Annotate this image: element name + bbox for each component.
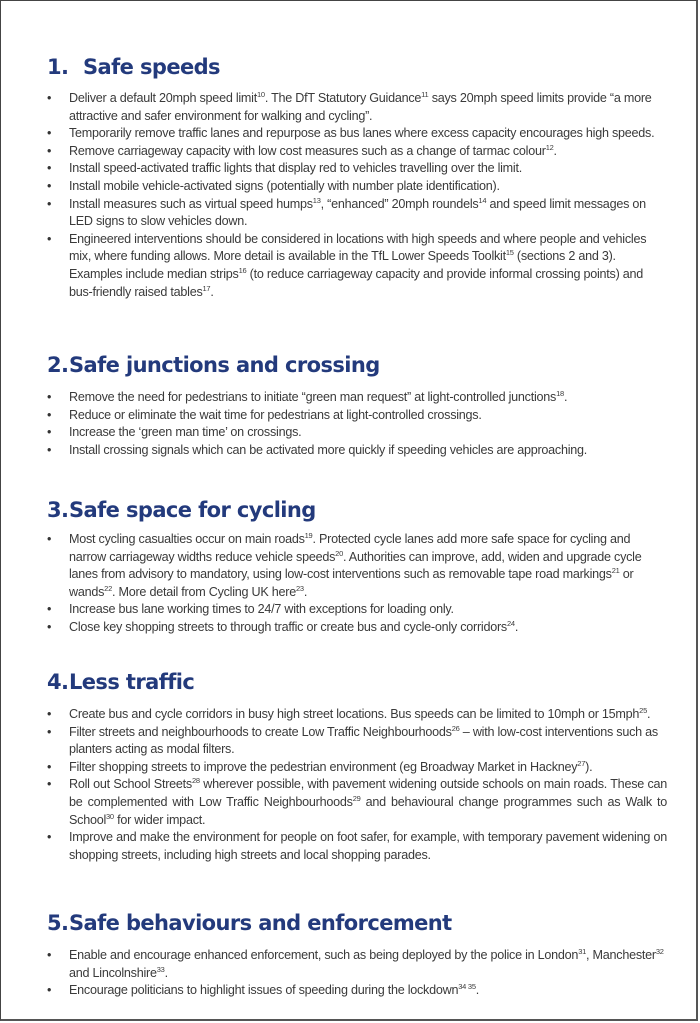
section-number: 1. bbox=[47, 55, 69, 79]
bullet-icon: • bbox=[47, 407, 52, 422]
list-item bbox=[47, 160, 667, 178]
list-item bbox=[47, 196, 667, 231]
footnote-reference: 23 bbox=[295, 583, 304, 593]
item-text: . bbox=[563, 390, 568, 404]
item-text: Install measures such as virtual speed humps bbox=[69, 196, 313, 211]
footnote-reference: 22 bbox=[104, 583, 112, 593]
footnote-reference: 25 bbox=[639, 705, 648, 715]
footnote-reference: 11 bbox=[421, 89, 429, 99]
bullet-icon: • bbox=[47, 178, 52, 193]
bullet-icon: • bbox=[47, 830, 52, 845]
section-safe-behaviours bbox=[47, 909, 667, 1000]
item-text: . bbox=[303, 584, 308, 599]
bullet-icon: • bbox=[47, 777, 52, 792]
bullet-icon: • bbox=[47, 442, 52, 457]
list-item bbox=[47, 424, 667, 442]
footnote-reference: 27 bbox=[577, 758, 586, 768]
item-text: Reduce or eliminate the wait time for pedestrians at light-controlled crossings. bbox=[69, 407, 482, 422]
item-text: wherever possible, with pavement widening outside schools on main roads. These can be complemented with Low Traffic Neighbourhoods bbox=[69, 777, 667, 809]
bullet-icon: • bbox=[47, 425, 52, 440]
bullet-icon: • bbox=[47, 143, 52, 158]
section-less-traffic bbox=[47, 668, 667, 864]
item-text: Remove carriageway capacity with low cost measures such as a change of tarmac colour bbox=[69, 143, 546, 158]
list-item bbox=[47, 389, 667, 407]
footnote-reference: 33 bbox=[156, 964, 165, 974]
item-text: Increase bus lane working times to 24/7 with exceptions for loading only. bbox=[69, 602, 454, 617]
item-text: Encourage politicians to highlight issues of speeding during the lockdown bbox=[69, 983, 459, 998]
list-item bbox=[47, 829, 667, 864]
list-item bbox=[47, 178, 667, 196]
item-text: and Lincolnshire bbox=[69, 965, 157, 980]
list-item bbox=[47, 125, 667, 143]
section-title: Less traffic bbox=[69, 670, 195, 694]
footnote-reference: 13 bbox=[312, 195, 321, 205]
item-text: . bbox=[475, 983, 479, 998]
item-text: (to reduce carriageway capacity and provide informal crossing points) and bus-friendly raised tables bbox=[69, 266, 644, 299]
item-text: Most cycling casualties occur on main roads bbox=[69, 532, 305, 546]
item-text: Temporarily remove traffic lanes and repurpose as bus lanes where excess capacity encourages high speeds. bbox=[69, 126, 655, 141]
list-item bbox=[47, 706, 667, 724]
item-text: Roll out School Streets bbox=[69, 777, 192, 792]
item-text: Filter streets and neighbourhoods to create Low Traffic Neighbourhoods bbox=[69, 724, 452, 739]
item-text: Remove the need for pedestrians to initiate “green man request” at light-controlled junctions bbox=[69, 390, 557, 404]
footnote-reference: 34 35 bbox=[458, 982, 476, 991]
item-text: . Protected cycle lanes add more safe space for cycling and narrow carriageway widths reduce vehicle speeds bbox=[69, 532, 631, 564]
footnote-reference: 20 bbox=[335, 548, 343, 558]
item-text: . Authorities can improve, add, widen and upgrade cycle lanes from advisory to mandatory, using low-cost interventions such as removable tape road markings bbox=[69, 549, 642, 582]
footnote-reference: 32 bbox=[655, 946, 664, 956]
bullet-list bbox=[47, 90, 667, 301]
item-text: Close key shopping streets to through traffic or create bus and cycle-only corridors bbox=[69, 619, 507, 634]
footnote-reference: 21 bbox=[611, 566, 620, 575]
item-text: for wider impact. bbox=[113, 812, 206, 827]
item-text: Engineered interventions should be considered in locations with high speeds and where people and vehicles mix, where funding allows. More detail is available in the TfL Lower Speeds Toolkit bbox=[69, 231, 647, 264]
list-item bbox=[47, 619, 667, 637]
item-text: Create bus and cycle corridors in busy high street locations. Bus speeds can be limited to 10mph or 15mph bbox=[69, 707, 640, 721]
list-item bbox=[47, 947, 667, 982]
section-heading bbox=[47, 668, 667, 696]
section-heading bbox=[47, 53, 667, 81]
item-text: Deliver a default 20mph speed limit bbox=[69, 91, 257, 105]
bullet-icon: • bbox=[47, 126, 52, 141]
list-item bbox=[47, 90, 667, 125]
list-item bbox=[47, 759, 667, 777]
bullet-icon: • bbox=[47, 196, 52, 211]
footnote-reference: 30 bbox=[106, 811, 114, 821]
item-text: and behavioural change programmes such as Walk to School bbox=[69, 794, 668, 827]
item-text: Install mobile vehicle-activated signs (potentially with number plate identification). bbox=[69, 178, 500, 193]
section-number: 3. bbox=[47, 498, 69, 522]
item-text: – with low-cost interventions such as planters acting as modal filters. bbox=[69, 724, 658, 757]
section-title: Safe space for cycling bbox=[69, 498, 316, 522]
section-safe-space-cycling bbox=[47, 496, 667, 637]
section-number: 5. bbox=[47, 911, 69, 935]
bullet-icon: • bbox=[47, 724, 52, 739]
footnote-reference: 31 bbox=[578, 946, 587, 956]
item-text: ). bbox=[585, 759, 593, 774]
list-item bbox=[47, 442, 667, 460]
item-text: . bbox=[210, 284, 214, 299]
footnote-reference: 26 bbox=[451, 723, 460, 733]
footnote-reference: 19 bbox=[304, 530, 313, 540]
item-text: . bbox=[553, 143, 557, 158]
footnote-reference: 24 bbox=[506, 618, 515, 628]
section-title: Safe junctions and crossing bbox=[69, 353, 380, 377]
bullet-icon: • bbox=[47, 707, 52, 721]
bullet-list bbox=[47, 531, 667, 637]
bullet-icon: • bbox=[47, 91, 52, 105]
item-text: . bbox=[164, 965, 168, 980]
bullet-icon: • bbox=[47, 948, 52, 962]
bullet-icon: • bbox=[47, 231, 52, 246]
item-text: . bbox=[647, 707, 651, 721]
bullet-icon: • bbox=[47, 161, 52, 176]
footnote-reference: 18 bbox=[556, 388, 564, 398]
bullet-list bbox=[47, 947, 667, 1000]
item-text: Install crossing signals which can be activated more quickly if speeding vehicles are approaching. bbox=[69, 442, 588, 457]
footnote-reference: 14 bbox=[478, 195, 487, 205]
item-text: Improve and make the environment for people on foot safer, for example, with temporary pavement widening on shopping streets, including high streets and local shopping parades. bbox=[69, 830, 667, 862]
list-item bbox=[47, 982, 667, 1000]
footnote-reference: 28 bbox=[191, 776, 200, 786]
footnote-reference: 10 bbox=[256, 89, 265, 99]
section-heading bbox=[47, 496, 667, 524]
list-item bbox=[47, 143, 667, 161]
bullet-icon: • bbox=[47, 602, 52, 617]
item-text: , “enhanced” 20mph roundels bbox=[320, 196, 479, 211]
bullet-list bbox=[47, 389, 667, 459]
section-heading bbox=[47, 909, 667, 937]
footnote-reference: 12 bbox=[545, 142, 554, 152]
item-text: . The DfT Statutory Guidance bbox=[264, 91, 422, 105]
footnote-reference: 29 bbox=[352, 793, 361, 803]
bullet-icon: • bbox=[47, 983, 52, 998]
bullet-icon: • bbox=[47, 390, 52, 404]
item-text: Filter shopping streets to improve the pedestrian environment (eg Broadway Market in Hackney bbox=[69, 759, 578, 774]
bullet-icon: • bbox=[47, 759, 52, 774]
bullet-icon: • bbox=[47, 619, 52, 634]
footnote-reference: 15 bbox=[505, 248, 514, 258]
item-text: says 20mph speed limits provide “a more attractive and safer environment for walking and cycling”. bbox=[69, 91, 652, 123]
item-text: Increase the ‘green man time’ on crossings. bbox=[69, 425, 302, 440]
section-number: 2. bbox=[47, 353, 69, 377]
list-item bbox=[47, 231, 667, 301]
item-text: (sections 2 and 3). Examples include median strips bbox=[69, 249, 616, 281]
list-item bbox=[47, 724, 667, 759]
item-text: , Manchester bbox=[586, 948, 656, 962]
bullet-list bbox=[47, 706, 667, 864]
list-item bbox=[47, 407, 667, 425]
list-item bbox=[47, 776, 667, 829]
item-text: . bbox=[514, 619, 519, 634]
item-text: or wands bbox=[69, 567, 634, 599]
section-safe-junctions bbox=[47, 351, 667, 459]
section-safe-speeds bbox=[47, 53, 667, 301]
footnote-reference: 17 bbox=[202, 283, 211, 293]
bullet-icon: • bbox=[47, 532, 52, 546]
section-number: 4. bbox=[47, 670, 69, 694]
item-text: and speed limit messages on LED signs to slow vehicles down. bbox=[69, 196, 646, 229]
item-text: Enable and encourage enhanced enforcement, such as being deployed by the police in London bbox=[69, 948, 579, 962]
list-item bbox=[47, 531, 667, 601]
footnote-reference: 16 bbox=[238, 265, 247, 275]
section-title: Safe speeds bbox=[83, 55, 220, 79]
section-heading bbox=[47, 351, 667, 379]
list-item bbox=[47, 601, 667, 619]
section-title: Safe behaviours and enforcement bbox=[69, 911, 452, 935]
item-text: Install speed-activated traffic lights that display red to vehicles travelling over the limit. bbox=[69, 161, 522, 176]
item-text: . More detail from Cycling UK here bbox=[112, 584, 296, 599]
